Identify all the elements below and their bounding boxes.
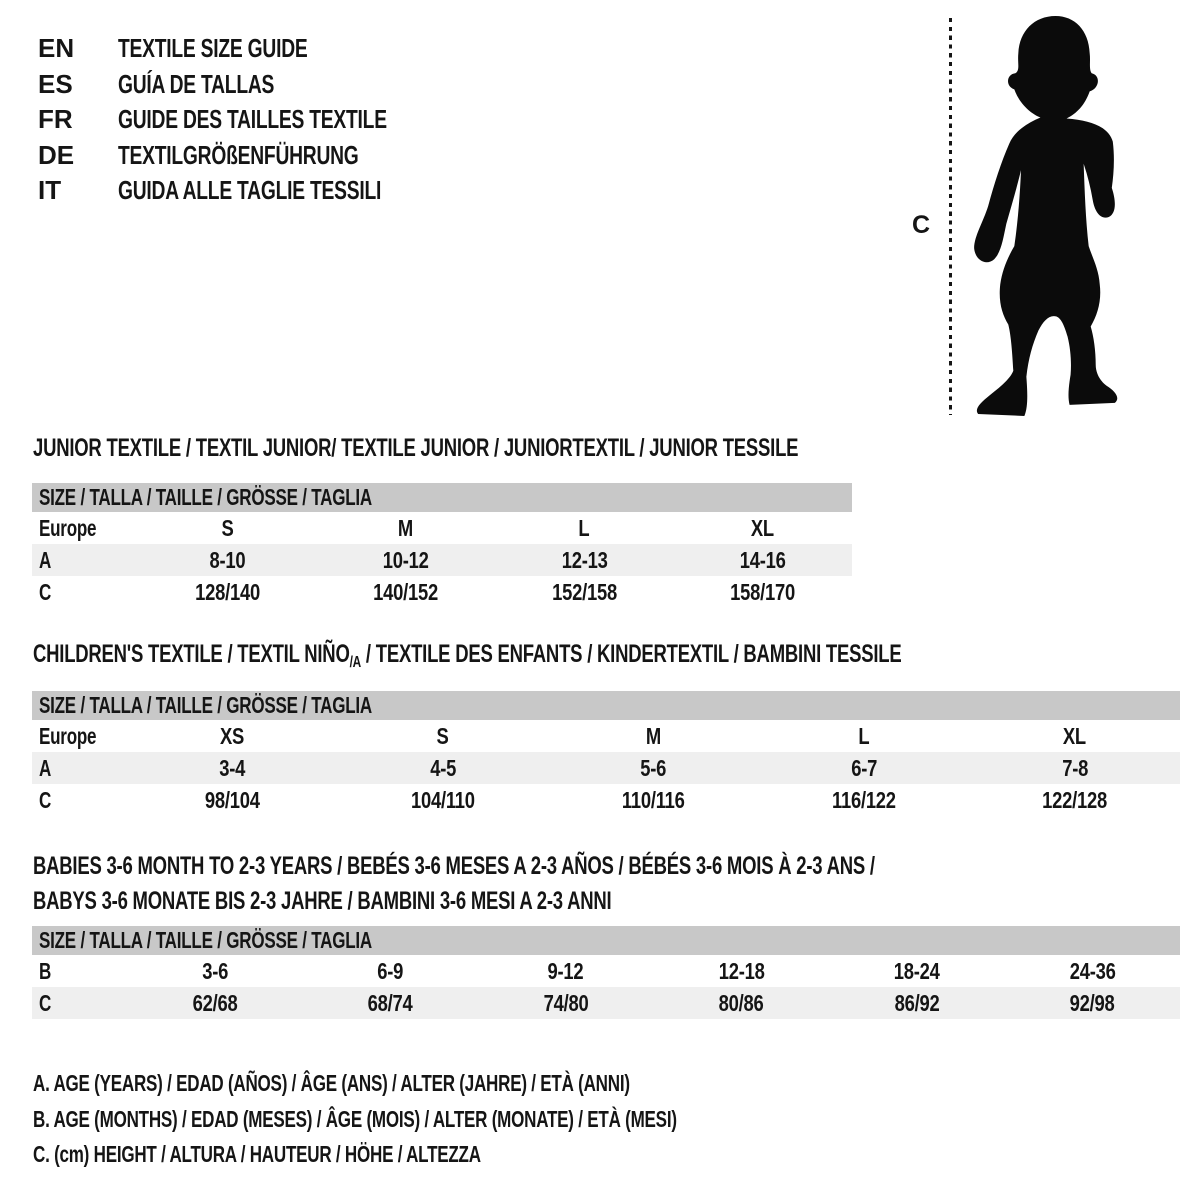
lang-title: GUIDA ALLE TAGLIE TESSILI: [118, 175, 382, 206]
lang-row-it: [38, 173, 481, 209]
size-cell: S: [221, 514, 234, 541]
height-cell: 128/140: [194, 578, 260, 605]
lang-code: IT: [38, 175, 62, 206]
size-cell: L: [578, 514, 590, 541]
age-cell: 5-6: [640, 754, 667, 781]
lang-row-fr: [38, 102, 481, 138]
size-header-bar: SIZE / TALLA / TAILLE / GRÖSSE / TAGLIA: [32, 691, 1180, 720]
junior-size-table: [32, 483, 852, 608]
lang-row-en: [38, 31, 481, 67]
age-cell: 7-8: [1061, 754, 1088, 781]
size-header-bar: SIZE / TALLA / TAILLE / GRÖSSE / TAGLIA: [32, 926, 1180, 955]
table-row-europe: [32, 720, 1180, 752]
size-cell: L: [858, 722, 870, 749]
junior-section-title: JUNIOR TEXTILE / TEXTIL JUNIOR/ TEXTILE JUNIOR / JUNIORTEXTIL / JUNIOR TESSILE: [33, 434, 799, 462]
table-row-age: [32, 544, 852, 576]
age-cell: 3-4: [219, 754, 246, 781]
age-cell: 8-10: [209, 546, 246, 573]
language-title-list: [38, 31, 481, 209]
row-label: A: [39, 754, 52, 781]
table-row-age: [32, 752, 1180, 784]
footnote-age-years: A. AGE (YEARS) / EDAD (AÑOS) / ÂGE (ANS) / ALTER (JAHRE) / ETÀ (ANNI): [33, 1070, 630, 1097]
height-cell: 68/74: [367, 989, 413, 1016]
height-cell: 62/68: [192, 989, 238, 1016]
age-cell: 14-16: [739, 546, 786, 573]
size-cell: XL: [751, 514, 775, 541]
age-cell: 10-12: [382, 546, 429, 573]
table-row-height: [32, 576, 852, 608]
lang-title: GUIDE DES TAILLES TEXTILE: [118, 104, 387, 135]
lang-code: EN: [38, 33, 75, 64]
height-cell: 158/170: [730, 578, 796, 605]
row-label: A: [39, 546, 52, 573]
months-cell: 6-9: [377, 957, 404, 984]
table-row-height: [32, 784, 1180, 816]
lang-row-de: [38, 138, 481, 174]
age-cell: 4-5: [429, 754, 456, 781]
height-cell: 104/110: [410, 786, 475, 813]
height-dashed-line: [949, 18, 952, 415]
footnote-age-months: B. AGE (MONTHS) / EDAD (MESES) / ÂGE (MOIS) / ALTER (MONATE) / ETÀ (MESI): [33, 1105, 677, 1132]
nino-a-subscript: /A: [349, 654, 362, 671]
height-cell: 98/104: [204, 786, 260, 813]
size-cell: M: [645, 722, 662, 749]
row-label: B: [39, 957, 52, 984]
lang-code: ES: [38, 68, 73, 99]
height-cell: 140/152: [373, 578, 439, 605]
toddler-silhouette: [963, 13, 1141, 420]
table-row-months: [32, 955, 1180, 987]
children-section-title: CHILDREN'S TEXTILE / TEXTIL $NIÑO_{/A}$ / TEXTILE DES ENFANTS / KINDERTEXTIL / BAMBINI TESSILE: [33, 640, 902, 671]
babies-section-title: BABIES 3-6 MONTH TO 2-3 YEARS / BEBÉS 3-6 MESES A 2-3 AÑOS / BÉBÉS 3-6 MOIS À 2-3 ANS / BABYS 3-6 MONATE BIS 2-3 JAHRE / BAMBINI 3-6 MESI A 2-3 ANNI: [33, 852, 875, 915]
height-cell: 110/116: [622, 786, 685, 813]
lang-code: DE: [38, 139, 75, 170]
height-cell: 116/122: [832, 786, 896, 813]
lang-title: GUÍA DE TALLAS: [118, 68, 275, 99]
size-cell: XS: [220, 722, 245, 749]
lang-title: TEXTILGRÖßENFÜHRUNG: [118, 139, 359, 170]
table-row-europe: [32, 512, 852, 544]
lang-row-es: [38, 67, 481, 103]
row-label: Europe: [39, 514, 97, 541]
age-cell: 6-7: [851, 754, 878, 781]
footnote-height-cm: C. (cm) HEIGHT / ALTURA / HAUTEUR / HÖHE / ALTEZZA: [33, 1141, 481, 1168]
row-label: C: [39, 578, 52, 605]
babies-size-table: [32, 926, 1180, 1019]
height-cell: 74/80: [543, 989, 589, 1016]
children-size-table: [32, 691, 1180, 816]
size-cell: XL: [1063, 722, 1087, 749]
months-cell: 3-6: [201, 957, 228, 984]
height-measure-label: C: [912, 211, 931, 239]
months-cell: 24-36: [1069, 957, 1116, 984]
row-label: Europe: [39, 722, 97, 749]
size-cell: M: [398, 514, 414, 541]
size-cell: S: [436, 722, 449, 749]
height-cell: 86/92: [894, 989, 940, 1016]
height-cell: 92/98: [1069, 989, 1115, 1016]
height-cell: 152/158: [551, 578, 617, 605]
table-row-height: [32, 987, 1180, 1019]
height-cell: 80/86: [718, 989, 764, 1016]
months-cell: 9-12: [547, 957, 584, 984]
months-cell: 12-18: [718, 957, 765, 984]
legend-footnotes: [33, 1066, 903, 1173]
months-cell: 18-24: [893, 957, 940, 984]
lang-title: TEXTILE SIZE GUIDE: [118, 33, 308, 64]
size-header-bar: SIZE / TALLA / TAILLE / GRÖSSE / TAGLIA: [32, 483, 852, 512]
lang-code: FR: [38, 104, 73, 135]
row-label: C: [39, 989, 52, 1016]
height-cell: 122/128: [1042, 786, 1108, 813]
row-label: C: [39, 786, 52, 813]
age-cell: 12-13: [561, 546, 608, 573]
